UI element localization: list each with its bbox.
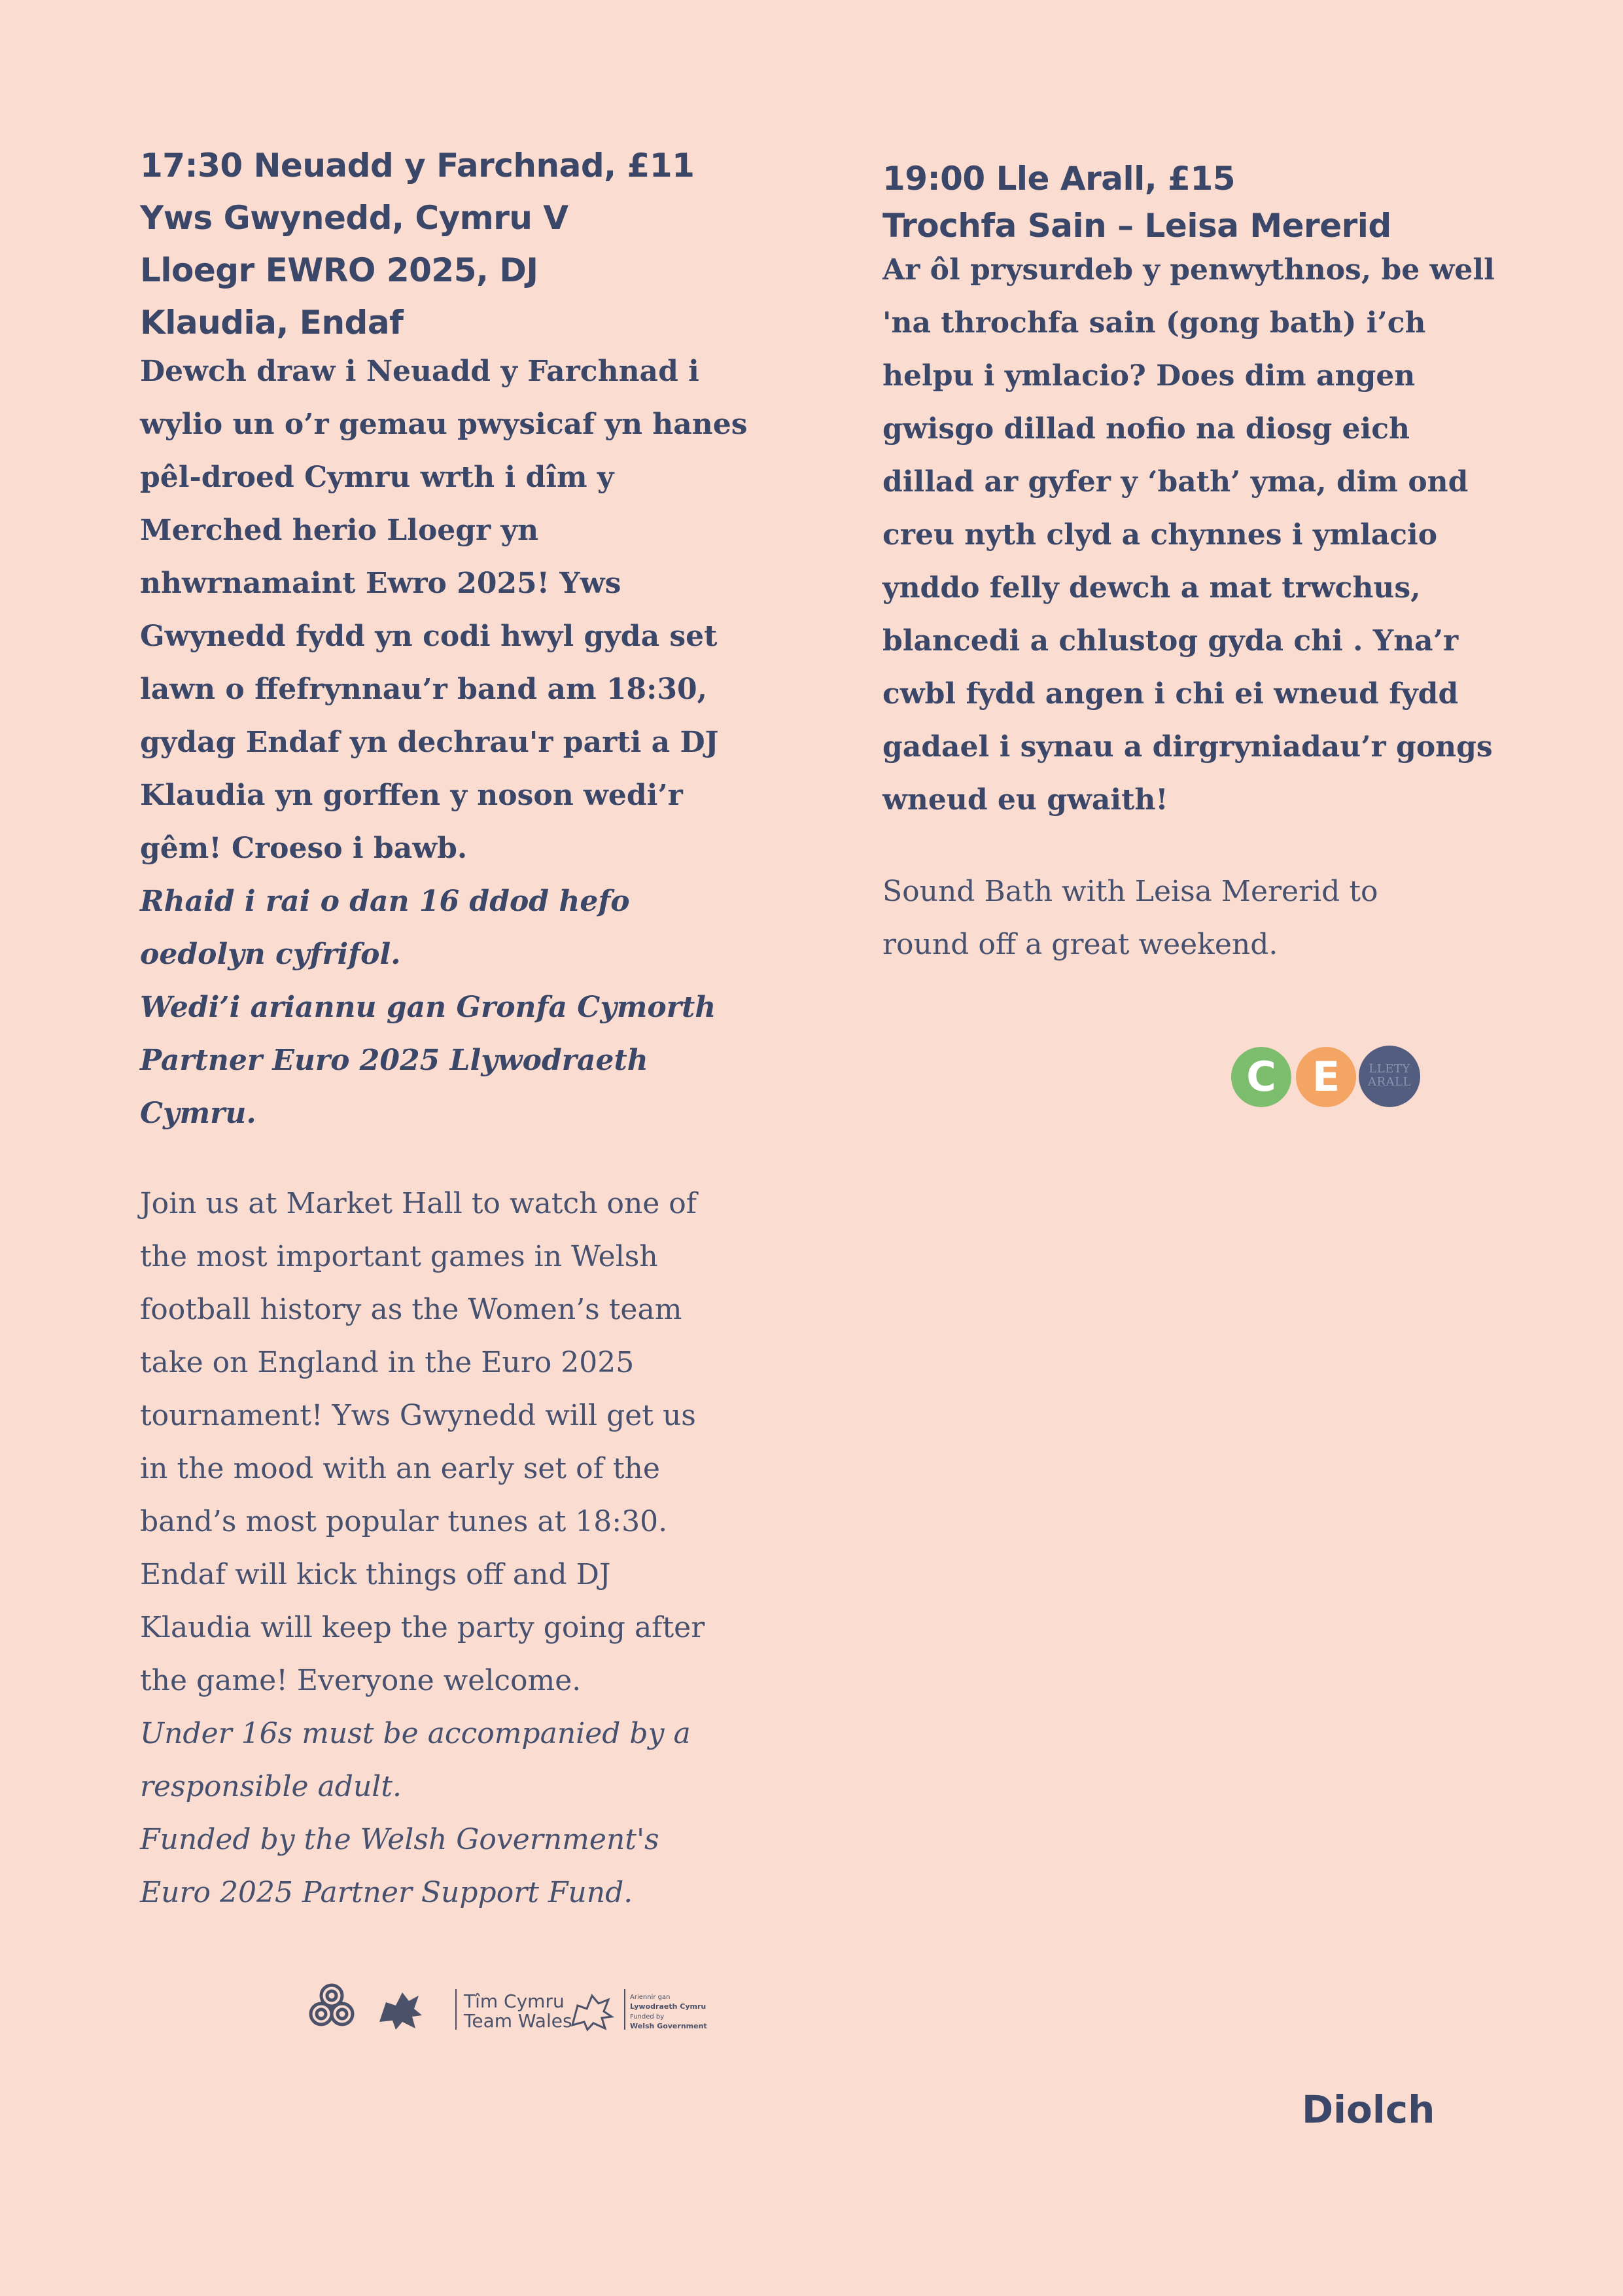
welsh-line: helpu i ymlacio? Does dim angen <box>882 359 1416 393</box>
english-italic-line: Euro 2025 Partner Support Fund. <box>140 1876 633 1909</box>
welsh-line: Klaudia yn gorffen y noson wedi’r <box>140 779 683 812</box>
welsh-line: wneud eu gwaith! <box>882 783 1168 817</box>
right-welsh-text <box>882 243 1495 826</box>
english-line: football history as the Women’s team <box>140 1293 682 1326</box>
badge-c-icon: C <box>1231 1047 1291 1107</box>
llety-arall-logo: LLETY ARALL <box>1359 1046 1420 1107</box>
left-heading-line: Lloegr EWRO 2025, DJ <box>140 251 538 289</box>
welsh-line: Merched herio Lloegr yn <box>140 514 539 547</box>
english-line: the most important games in Welsh <box>140 1240 658 1273</box>
dragon-icon <box>379 1992 422 2030</box>
triskele-icon <box>311 1985 353 2024</box>
english-line: tournament! Yws Gwynedd will get us <box>140 1399 696 1432</box>
gov-line-3: Funded by <box>630 2013 665 2021</box>
left-english-text <box>140 1177 705 1919</box>
welsh-line: gwisgo dillad nofio na diosg eich <box>882 412 1410 446</box>
left-welsh-text <box>140 345 748 1140</box>
right-heading <box>882 155 1391 249</box>
thanks-text: Diolch <box>1302 2087 1435 2132</box>
welsh-line: gadael i synau a dirgryniadau’r gongs <box>882 730 1493 764</box>
welsh-line: cwbl fydd angen i chi ei wneud fydd <box>882 677 1459 711</box>
gov-line-2: Lywodraeth Cymru <box>630 2002 707 2011</box>
english-line: take on England in the Euro 2025 <box>140 1346 635 1379</box>
right-heading-line: 19:00 Lle Arall, £15 <box>882 160 1236 198</box>
right-heading-line: Trochfa Sain – Leisa Mererid <box>882 207 1391 245</box>
welsh-italic-line: Partner Euro 2025 Llywodraeth <box>140 1044 648 1077</box>
welsh-italic-line: Rhaid i rai o dan 16 ddod hefo <box>140 885 630 918</box>
english-line: Join us at Market Hall to watch one of <box>140 1187 697 1220</box>
welsh-line: Dewch draw i Neuadd y Farchnad i <box>140 355 699 388</box>
english-line: round off a great weekend. <box>882 928 1278 961</box>
left-heading-line: 17:30 Neuadd y Farchnad, £11 <box>140 147 695 185</box>
english-line: Sound Bath with Leisa Mererid to <box>882 875 1378 908</box>
english-line: band’s most popular tunes at 18:30. <box>140 1505 668 1538</box>
sponsor-logos <box>304 1976 710 2041</box>
english-line: Klaudia will keep the party going after <box>140 1611 705 1644</box>
right-english-text <box>882 865 1378 971</box>
welsh-italic-line: Wedi’i ariannu gan Gronfa Cymorth <box>140 991 716 1024</box>
sponsor-logos-svg <box>304 1976 710 2041</box>
gov-line-1: Ariennir gan <box>630 1994 671 2001</box>
welsh-italic-line: oedolyn cyfrifol. <box>140 938 401 971</box>
english-line: in the mood with an early set of the <box>140 1452 660 1485</box>
welsh-line: pêl-droed Cymru wrth i dîm y <box>140 461 614 494</box>
welsh-government-dragon-icon <box>572 1996 612 2030</box>
welsh-line: dillad ar gyfer y ‘bath’ yma, dim ond <box>882 465 1469 499</box>
left-heading <box>140 139 694 349</box>
welsh-line: blancedi a chlustog gyda chi . Yna’r <box>882 624 1459 658</box>
english-italic-line: Under 16s must be accompanied by a <box>140 1717 691 1750</box>
badge-e-icon: E <box>1296 1047 1356 1107</box>
welsh-italic-line: Cymru. <box>140 1097 256 1130</box>
english-italic-line: Funded by the Welsh Government's <box>140 1823 659 1856</box>
english-italic-line: responsible adult. <box>140 1770 402 1803</box>
team-wales-cy: Tîm Cymru <box>464 1990 565 2012</box>
welsh-line: creu nyth clyd a chynnes i ymlacio <box>882 518 1438 552</box>
welsh-line: Gwynedd fydd yn codi hwyl gyda set <box>140 620 718 653</box>
left-heading-line: Klaudia, Endaf <box>140 304 404 342</box>
welsh-line: 'na throchfa sain (gong bath) i’ch <box>882 306 1426 340</box>
welsh-line: gêm! Croeso i bawb. <box>140 832 468 865</box>
welsh-line: Ar ôl prysurdeb y penwythnos, be well <box>882 253 1495 287</box>
welsh-line: ynddo felly dewch a mat trwchus, <box>882 571 1421 605</box>
left-heading-line: Yws Gwynedd, Cymru V <box>140 199 568 237</box>
welsh-line: gydag Endaf yn dechrau'r parti a DJ <box>140 726 719 759</box>
english-line: the game! Everyone welcome. <box>140 1664 582 1697</box>
welsh-line: wylio un o’r gemau pwysicaf yn hanes <box>140 408 748 441</box>
welsh-line: nhwrnamaint Ewro 2025! Yws <box>140 567 621 600</box>
gov-line-4: Welsh Government <box>630 2022 707 2030</box>
team-wales-en: Team Wales <box>464 2010 572 2032</box>
english-line: Endaf will kick things off and DJ <box>140 1558 611 1591</box>
welsh-line: lawn o ffefrynnau’r band am 18:30, <box>140 673 707 706</box>
